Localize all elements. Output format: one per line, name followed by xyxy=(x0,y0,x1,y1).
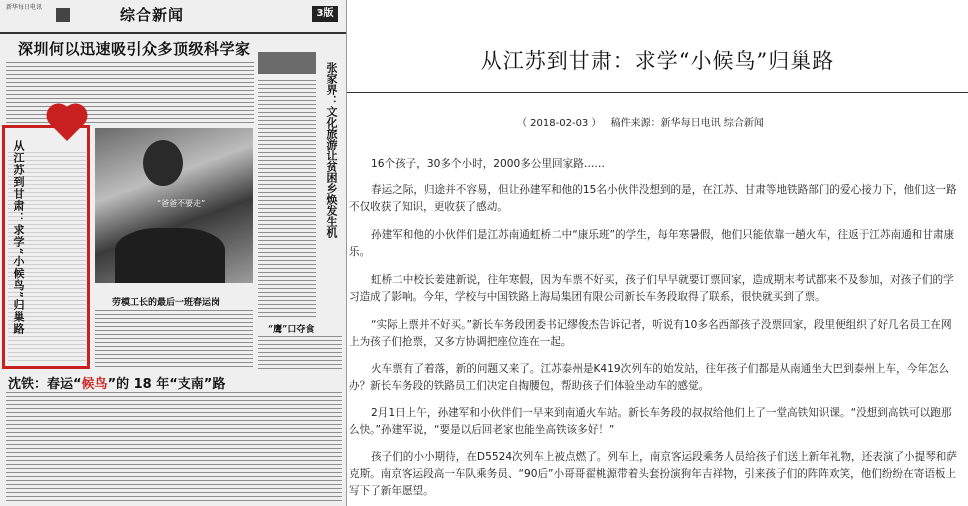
text-column xyxy=(6,62,254,124)
side-banner-block xyxy=(258,52,316,74)
newspaper-subhead: 劳模工长的最后一班春运岗 xyxy=(112,298,221,308)
article-paragraph: 孙建军和他的小伙伴们是江苏南通虹桥二中“康乐班”的学生，每年寒暑假，他们只能依靠一趟火车，往返于江苏南通和甘肃康乐。 xyxy=(349,229,955,258)
article-paragraph: 火车票有了着落，新的问题又来了。江苏泰州是K419次列车的始发站，往年孩子们都是从南通坐大巴到泰州上车，今年怎么办？新长车务段的铁路员工们决定自掏腰包，帮助孩子们体验坐动车的感觉。 xyxy=(349,363,950,392)
side-banner-title: 张家界：文化旅游让贫困乡焕发生机 xyxy=(325,62,338,238)
page-number-badge: 3版 xyxy=(312,6,338,22)
article-paragraph: 春运之际，归途并不容易，但让孙建军和他的15名小伙伴没想到的是，在江苏、甘肃等地铁路部门的爱心接力下，他们这一路不仅收获了知识，更收获了感动。 xyxy=(349,184,957,213)
title-divider xyxy=(347,92,968,93)
bottom-headline-part-a: 沈铁：春运“ xyxy=(8,377,82,392)
highlighted-vertical-title: 从江苏到甘肃：求学“小候鸟”归巢路 xyxy=(12,140,25,335)
article-source: 稿件来源：新华每日电讯 综合新闻 xyxy=(610,118,764,129)
bottom-headline-highlight: 候鸟 xyxy=(81,377,108,392)
article-paragraph: “实际上票并不好买。”新长车务段团委书记缪俊杰告诉记者，听说有10多名西部孩子没票回家，段里便组织了好几名员工在网上为孩子们抢票，又多方协调把座位连在一起。 xyxy=(349,319,952,348)
bottom-headline xyxy=(8,373,225,392)
text-column xyxy=(258,80,316,320)
article-paragraph: 16个孩子，30多个小时，2000多公里回家路…… xyxy=(371,158,606,170)
text-column xyxy=(258,336,342,370)
photo-figure xyxy=(143,140,183,186)
newspaper-masthead xyxy=(0,0,346,34)
article-paragraph: 孩子们的小小期待，在D5524次列车上被点燃了。列车上，南京客运段乘务人员给孩子们送上新年礼物，还表演了小提琴和萨克斯。南京客运段高一车队乘务员、“90后”小哥哥翟桃源带着头套扮演狗年吉祥物，引来孩子们的阵阵欢笑，他们纷纷在寄语板上写下了新年愿望。 xyxy=(349,451,957,497)
masthead-section-title: 综合新闻 xyxy=(120,6,185,24)
article-paragraph: 2月1日上午，孙建军和小伙伴们一早来到南通火车站。新长车务段的叔叔给他们上了一堂高铁知识课。“没想到高铁可以跑那么快。”孙建军说，“要是以后回老家也能坐高铁该多好！” xyxy=(349,407,952,436)
masthead-paper-name: 新华每日电讯 xyxy=(6,4,43,11)
photo-figure-foreground xyxy=(115,228,225,283)
news-photo xyxy=(95,128,253,283)
photo-caption: “爸爸不要走” xyxy=(157,199,206,208)
article-paragraph: 虹桥二中校长姜建新说，往年寒假，因为车票不好买，孩子们早早就要订票回家，造成期末考试都来不及参加，对孩子们的学习造成了影响。今年，学校与中国铁路上海局集团有限公司新长车务段取得了联系，很快就买到了票。 xyxy=(349,274,954,303)
newspaper-page-thumbnail xyxy=(0,0,347,506)
article-date: （ 2018-02-03 ） xyxy=(517,118,602,129)
article-panel xyxy=(347,0,968,506)
text-column xyxy=(95,310,253,368)
article-title: 从江苏到甘肃：求学“小候鸟”归巢路 xyxy=(480,49,835,73)
newspaper-headline: 深圳何以迅速吸引众多顶级科学家 xyxy=(18,40,251,58)
masthead-logo-icon xyxy=(56,8,70,22)
newspaper-subhead-2: “鹰”口夺食 xyxy=(268,325,315,335)
bottom-headline-part-b: ”的 18 年“支南”路 xyxy=(107,377,226,392)
text-column xyxy=(6,392,342,502)
article-meta xyxy=(517,114,770,129)
